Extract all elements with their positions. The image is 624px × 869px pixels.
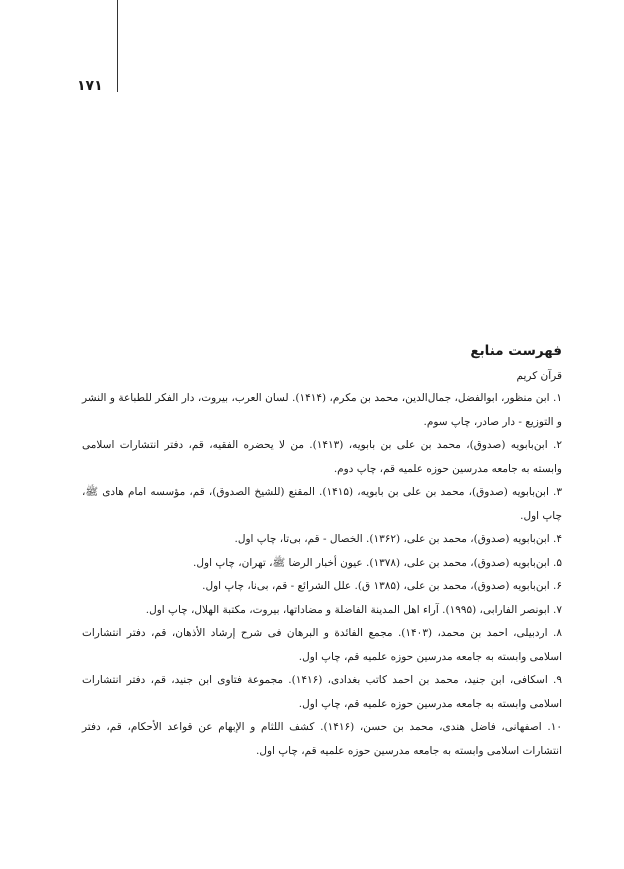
reference-text: ابن منظور، ابوالفضل، جمال‌الدین، محمد بن مکرم، (۱۴۱۴). لسان العرب، بیروت، دار الفکر للطباعة و النشر و التوزیع - دار صادر، چاپ سوم. (82, 392, 562, 428)
reference-number: ۵. (553, 556, 562, 569)
reference-text: ابن‌بابویه (صدوق)، محمد بن علی بن بابویه، (۱۴۱۳). من لا یحضره الفقیه، قم، دفتر انتشارات اسلامی وابسته به جامعه مدرسین حوزه علمیه قم، چاپ دوم. (82, 439, 562, 475)
reference-number: ۱. (553, 392, 562, 404)
reference-text: اصفهانی، فاضل هندی، محمد بن حسن، (۱۴۱۶). کشف اللثام و الإبهام عن قواعد الأحکام، قم، دفتر انتشارات اسلامی وابسته به جامعه مدرسین حوزه علمیه قم، چاپ اول. (82, 721, 562, 757)
reference-number: ۱۰. (547, 721, 563, 733)
section-title: فهرست منابع (470, 343, 562, 359)
reference-item (82, 716, 562, 763)
reference-number: ۷. (553, 603, 562, 616)
reference-item (82, 622, 562, 669)
intro-line: قرآن کریم (516, 370, 562, 382)
reference-text: ابن‌بابویه (صدوق)، محمد بن علی، (۱۳۶۲). الخصال - قم، بی‌تا، چاپ اول. (234, 533, 550, 545)
page-number: ۱۷۱ (77, 78, 103, 94)
references-list (82, 387, 562, 763)
reference-text: ابونصر الفارابی، (۱۹۹۵). آراء اهل المدینة الفاضلة و مضاداتها، بیروت، مکتبة الهلال، چاپ اول. (145, 603, 550, 616)
reference-number: ۸. (553, 627, 562, 639)
reference-item (82, 599, 562, 623)
reference-item (82, 387, 562, 434)
reference-text: ابن‌بابویه (صدوق)، محمد بن علی، (۱۳۷۸). عیون أخبار الرضا ﷺ، تهران، چاپ اول. (193, 556, 550, 569)
reference-item (82, 481, 562, 528)
bibliography-section (82, 342, 562, 763)
reference-item (82, 528, 562, 552)
margin-rule (117, 0, 118, 92)
reference-number: ۴. (553, 533, 562, 545)
reference-item (82, 552, 562, 576)
reference-number: ۲. (553, 439, 562, 451)
reference-number: ۶. (553, 580, 562, 592)
reference-number: ۳. (553, 486, 562, 498)
reference-number: ۹. (553, 674, 562, 686)
reference-text: اسکافی، ابن جنید، محمد بن احمد کاتب بغدادی، (۱۴۱۶). مجموعة فتاوی ابن جنید، قم، دفتر انتشارات اسلامی وابسته به جامعه مدرسین حوزه علمیه قم، چاپ اول. (82, 674, 562, 710)
reference-text: اردبیلی، احمد بن محمد، (۱۴۰۳). مجمع الفائدة و البرهان فی شرح إرشاد الأذهان، قم، دفتر انتشارات اسلامی وابسته به جامعه مدرسین حوزه علمیه قم، چاپ اول. (82, 627, 562, 663)
reference-text: ابن‌بابویه (صدوق)، محمد بن علی، (۱۳۸۵ ق). علل الشرائع - قم، بی‌نا، چاپ اول. (202, 580, 550, 592)
reference-item (82, 434, 562, 481)
reference-text: ابن‌بابویه (صدوق)، محمد بن علی بن بابویه، (۱۴۱۵). المقنع (للشیخ الصدوق)، قم، مؤسسه امام هادی ﷺ، چاپ اول. (82, 486, 562, 522)
reference-item (82, 575, 562, 599)
reference-item (82, 669, 562, 716)
